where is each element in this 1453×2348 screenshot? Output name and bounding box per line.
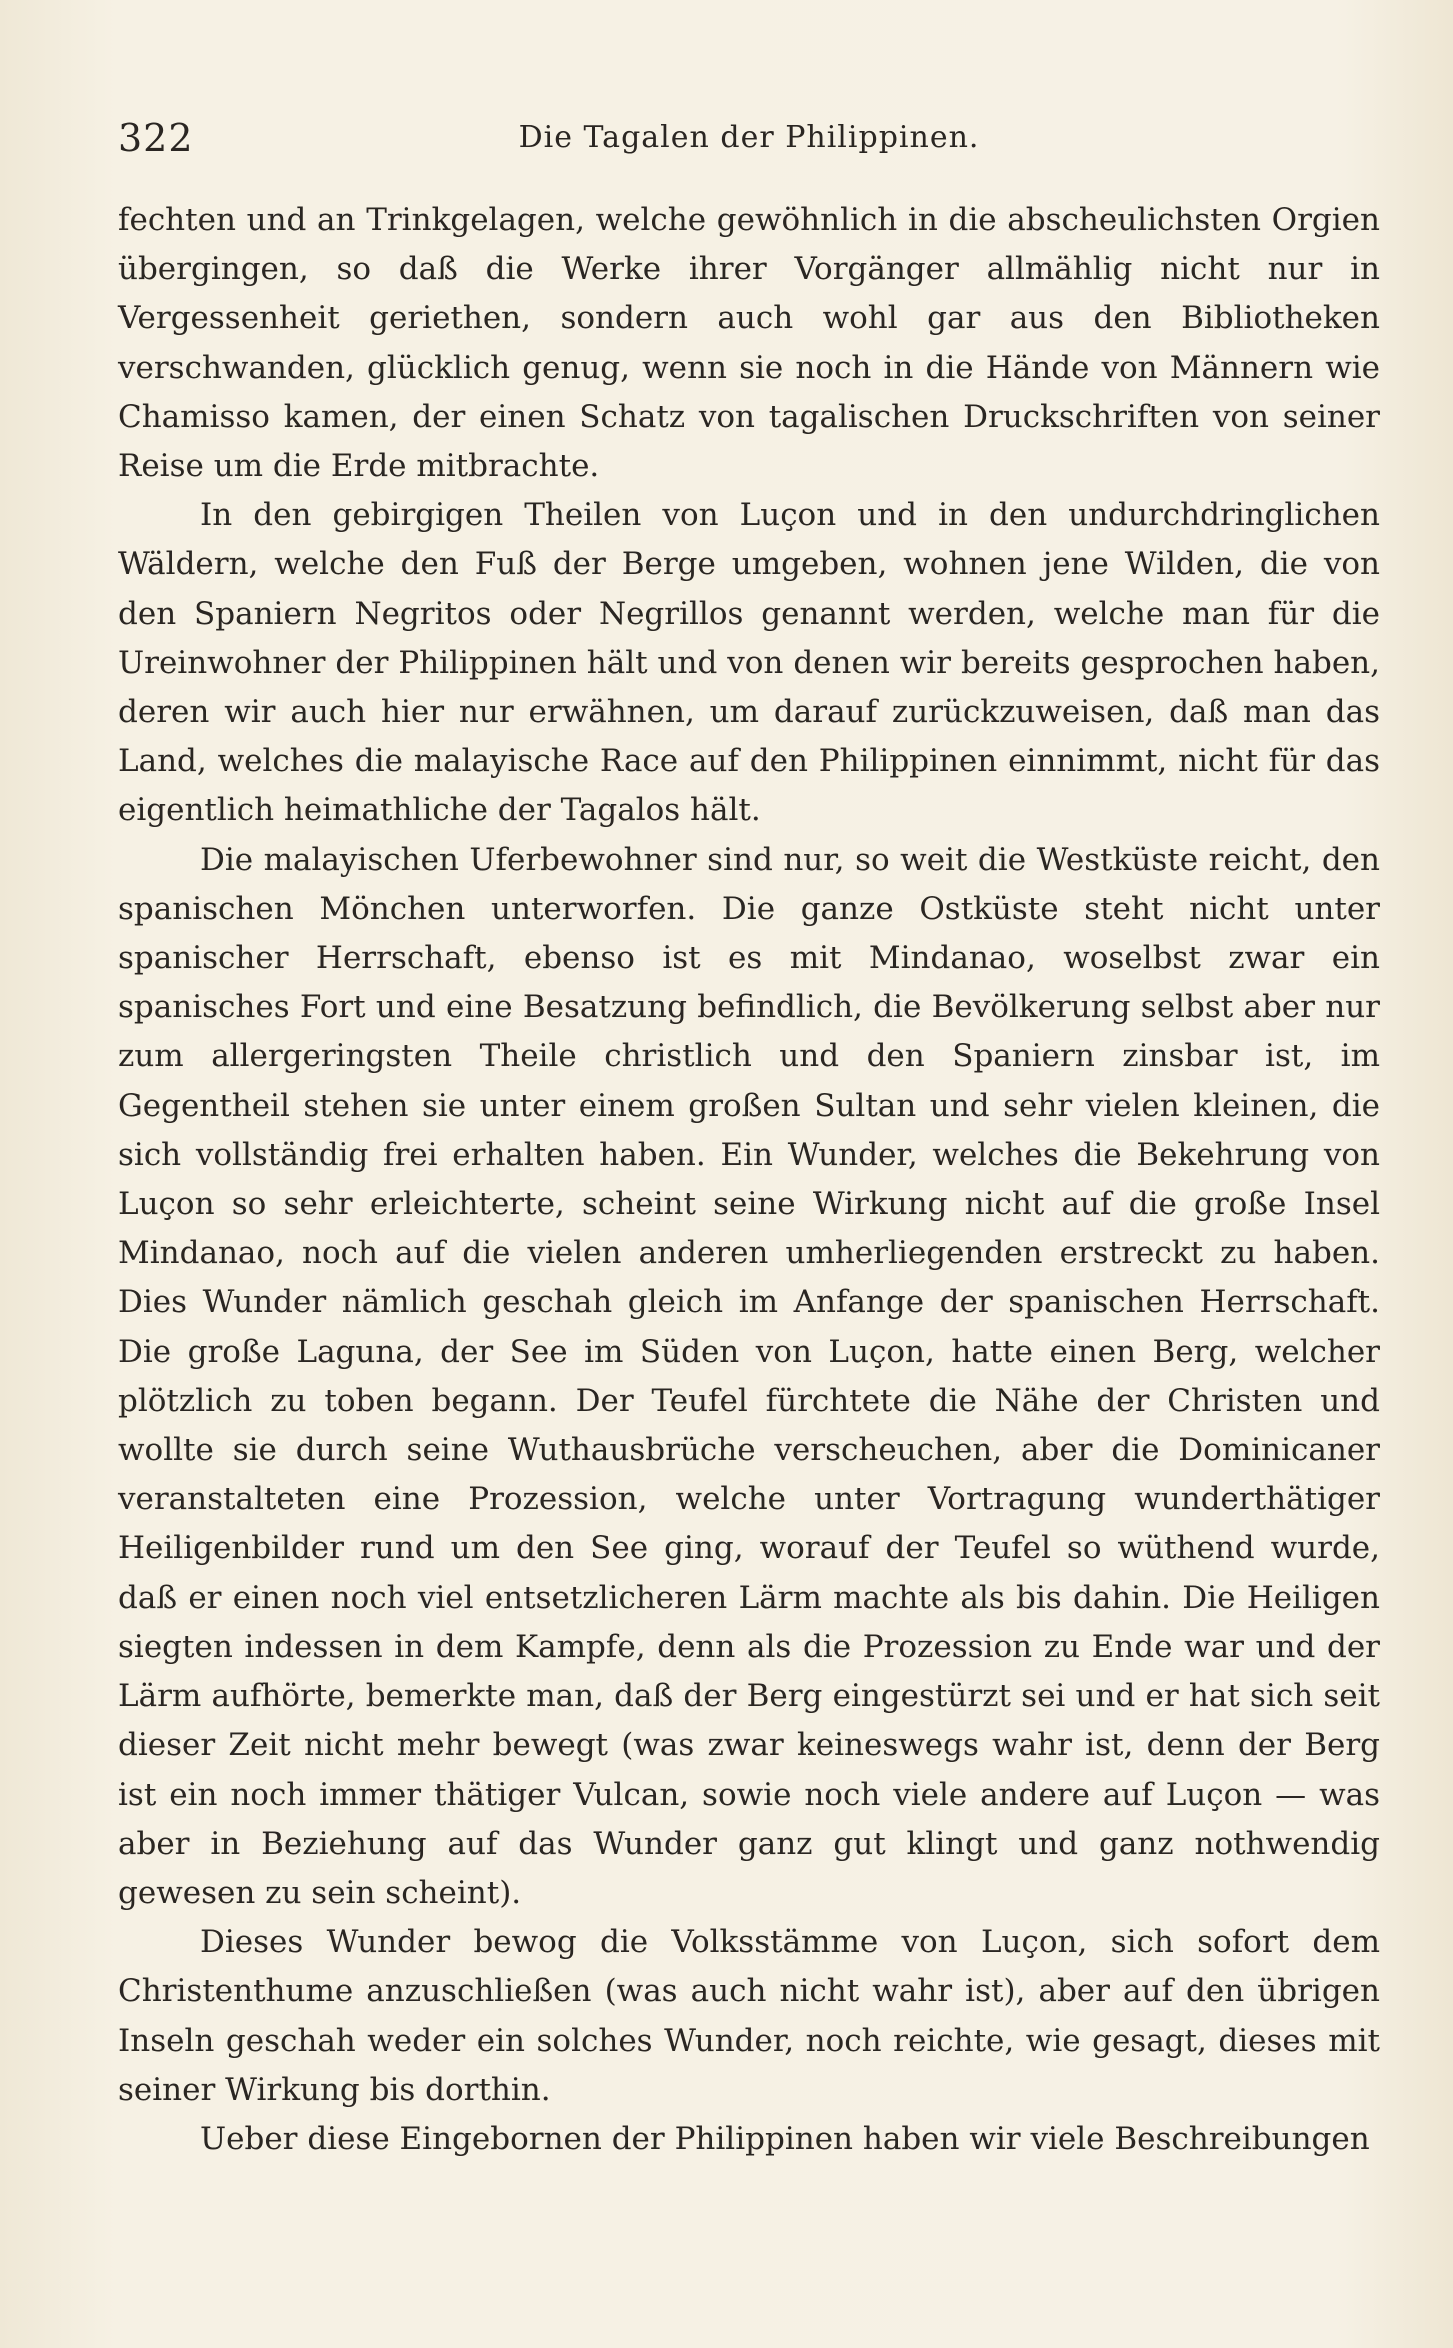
- paragraph-continued: fechten und an Trinkgelagen, welche gewöhnlich in die abscheulichsten Orgien übergingen, so daß die Werke ihrer Vorgänger allmählig nicht nur in Vergessenheit geriethen, sondern auch wohl gar aus den Bibliotheken verschwanden, glücklich genug, wenn sie noch in die Hände von Männern wie Chamisso kamen, der einen Schatz von tagalischen Druckschriften von seiner Reise um die Erde mitbrachte.: [118, 202, 1380, 485]
- body-text: [118, 196, 1380, 2286]
- page-number: 322: [118, 116, 194, 160]
- paragraph: In den gebirgigen Theilen von Luçon und in den undurchdringlichen Wäldern, welche den Fuß der Berge umgeben, wohnen jene Wilden, die von den Spaniern Negritos oder Negrillos genannt werden, welche man für die Ureinwohner der Philippinen hält und von denen wir bereits gesprochen haben, deren wir auch hier nur erwähnen, um darauf zurückzuweisen, daß man das Land, welches die malayische Race auf den Philippinen einnimmt, nicht für das eigentlich heimathliche der Tagalos hält.: [118, 497, 1380, 829]
- running-head: Die Tagalen der Philippinen.: [518, 120, 980, 155]
- page-header: [118, 112, 1380, 172]
- paragraph: Die malayischen Uferbewohner sind nur, so weit die Westküste reicht, den spanischen Mönchen unterworfen. Die ganze Ostküste steht nicht unter spanischer Herrschaft, ebenso ist es mit Mindanao, woselbst zwar ein spanisches Fort und eine Besatzung befindlich, die Bevölkerung selbst aber nur zum allergeringsten Theile christlich und den Spaniern zinsbar ist, im Gegentheil stehen sie unter einem großen Sultan und sehr vielen kleinen, die sich vollständig frei erhalten haben. Ein Wunder, welches die Bekehrung von Luçon so sehr erleichterte, scheint seine Wirkung nicht auf die große Insel Mindanao, noch auf die vielen anderen umherliegenden erstreckt zu haben. Dies Wunder nämlich geschah gleich im Anfange der spanischen Herrschaft. Die große Laguna, der See im Süden von Luçon, hatte einen Berg, welcher plötzlich zu toben begann. Der Teufel fürchtete die Nähe der Christen und wollte sie durch seine Wuthausbrüche verscheuchen, aber die Dominicaner veranstalteten eine Prozession, welche unter Vortragung wunderthätiger Heiligenbilder rund um den See ging, worauf der Teufel so wüthend wurde, daß er einen noch viel entsetzlicheren Lärm machte als bis dahin. Die Heiligen siegten indessen in dem Kampfe, denn als die Prozession zu Ende war und der Lärm aufhörte, bemerkte man, daß der Berg eingestürzt sei und er hat sich seit dieser Zeit nicht mehr bewegt (was zwar keineswegs wahr ist, denn der Berg ist ein noch immer thätiger Vulcan, sowie noch viele andere auf Luçon — was aber in Beziehung auf das Wunder ganz gut klingt und ganz nothwendig gewesen zu sein scheint).: [118, 841, 1380, 1911]
- paragraph: Dieses Wunder bewog die Volksstämme von Luçon, sich sofort dem Christenthume anzuschließen (was auch nicht wahr ist), aber auf den übrigen Inseln geschah weder ein solches Wunder, noch reichte, wie gesagt, dieses mit seiner Wirkung bis dorthin.: [118, 1924, 1380, 2108]
- paragraph: Ueber diese Eingebornen der Philippinen haben wir viele Beschreibungen: [200, 2120, 1370, 2157]
